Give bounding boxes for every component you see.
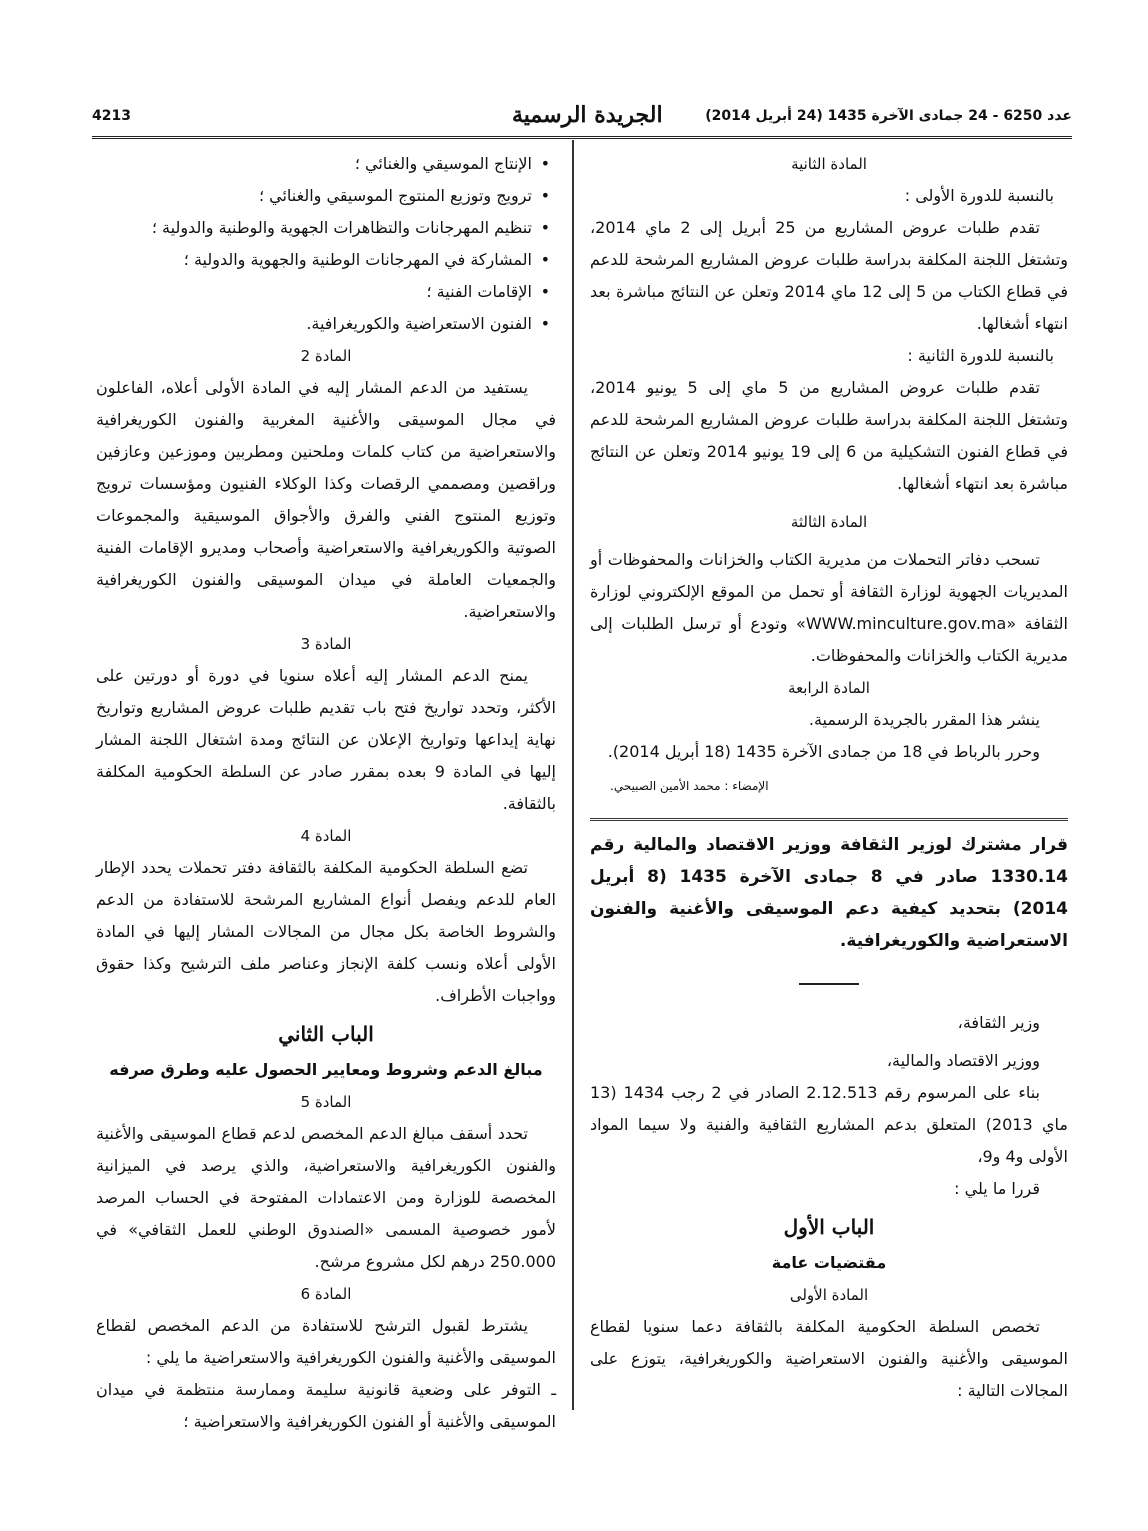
- chapter-heading: الباب الثاني: [278, 1022, 374, 1046]
- column-divider: [572, 140, 574, 1410]
- chapter-subheading: مقتضيات عامة: [771, 1253, 887, 1272]
- list-item: • المشاركة في المهرجانات الوطنية والجهوية والدولية ؛: [96, 244, 532, 276]
- legal-basis: بناء على المرسوم رقم 2.12.513 الصادر في 2 رجب 1434 (13 ماي 2013) المتعلق بدعم المشاريع الثقافية والفنية ولا سيما المواد الأولى و4 و9،: [590, 1083, 1069, 1166]
- list-item: • الإنتاج الموسيقي والغنائي ؛: [96, 148, 532, 180]
- article-heading: المادة الثالثة: [790, 513, 868, 531]
- round2-label: بالنسبة للدورة الثانية :: [907, 346, 1054, 365]
- minister-2: ووزير الاقتصاد والمالية،: [886, 1051, 1040, 1070]
- decree-title: قرار مشترك لوزير الثقافة ووزير الاقتصاد والمالية رقم 1330.14 صادر في 8 جمادى الآخرة 1435 (8 أبريل 2014) بتحديد كيفية دعم الموسيقى والأغنية والفنون الاستعراضية والكوريغرافية.: [590, 835, 1068, 951]
- page-header: [92, 100, 1072, 139]
- support-areas-list: [96, 148, 556, 340]
- decided-line: قررا ما يلي :: [954, 1179, 1040, 1198]
- issue-info: عدد 6250 - 24 جمادى الآخرة 1435 (24 أبريل 2014): [705, 108, 1072, 124]
- right-column: [590, 148, 1068, 1418]
- dated-line: وحرر بالرباط في 18 من جمادى الآخرة 1435 (18 أبريل 2014).: [607, 742, 1040, 761]
- article-text: ينشر هذا المقرر بالجريدة الرسمية.: [808, 710, 1040, 729]
- condition-item: ـ التوفر على وضعية قانونية سليمة وممارسة منتظمة في ميدان الموسيقى والأغنية أو الفنون الكوريغرافية والاستعراضية ؛: [96, 1380, 556, 1431]
- article-heading: المادة 2: [300, 347, 352, 365]
- article-text: يمنح الدعم المشار إليه أعلاه سنويا في دورة أو دورتين على الأكثر، وتحدد تواريخ فتح باب تقديم طلبات عروض المشاريع وتواريخ نهاية إيداعها وتواريخ الإعلان عن النتائج ومدة اشتغال اللجنة المشار إليها في المادة 9 بعده بمقرر صادر عن السلطة الحكومية المكلفة بالثقافة.: [96, 666, 557, 813]
- article-text: تسحب دفاتر التحملات من مديرية الكتاب والخزانات والمحفوظات أو المديريات الجهوية لوزارة الثقافة أو تحمل من الموقع الإلكتروني لوزارة الثقافة «WWW.minculture.gov.ma» وتودع أو ترسل الطلبات إلى مديرية الكتاب والخزانات والمحفوظات.: [590, 550, 1068, 665]
- article-text: تحدد أسقف مبالغ الدعم المخصص لدعم قطاع الموسيقى والأغنية والفنون الكوريغرافية والاستعراضية، والذي يرصد في الميزانية المخصصة للوزارة ومن الاعتمادات المفتوحة في الحساب المرصد لأمور خصوصية المسمى «الصندوق الوطني للعمل الثقافي» في 250.000 درهم لكل مشروع مرشح.: [96, 1124, 556, 1271]
- list-item: • الفنون الاستعراضية والكوريغرافية.: [96, 308, 532, 340]
- signature: الإمضاء : محمد الأمين الصبيحي.: [610, 779, 769, 793]
- article-text: تخصص السلطة الحكومية المكلفة بالثقافة دعما سنويا لقطاع الموسيقى والأغنية والفنون الاستعراضية والكوريغرافية، يتوزع على المجالات التالية :: [590, 1317, 1068, 1400]
- gazette-title: الجريدة الرسمية: [512, 102, 663, 128]
- chapter-heading: الباب الأول: [783, 1215, 875, 1239]
- left-column: [96, 148, 557, 1431]
- page-number: 4213: [92, 108, 131, 124]
- chapter-subheading: مبالغ الدعم وشروط ومعايير الحصول عليه وطرق صرفه: [109, 1060, 543, 1079]
- minister-1: وزير الثقافة،: [957, 1013, 1040, 1032]
- short-rule: [799, 983, 859, 985]
- list-item: • تنظيم المهرجانات والتظاهرات الجهوية والوطنية والدولية ؛: [96, 212, 532, 244]
- round1-text: تقدم طلبات عروض المشاريع من 25 أبريل إلى 2 ماي 2014، وتشتغل اللجنة المكلفة بدراسة طلبات عروض المشاريع المرشحة للدعم في قطاع الكتاب من 5 إلى 12 ماي 2014 وتعلن عن النتائج مباشرة بعد انتهاء أشغالها.: [590, 218, 1069, 333]
- list-item: • ترويج وتوزيع المنتوج الموسيقي والغنائي ؛: [96, 180, 532, 212]
- article-text: يشترط لقبول الترشح للاستفادة من الدعم المخصص لقطاع الموسيقى والأغنية والفنون الكوريغرافية والاستعراضية ما يلي :: [96, 1316, 556, 1367]
- article-heading: المادة الرابعة: [788, 679, 870, 697]
- article-heading: المادة 6: [300, 1285, 352, 1303]
- article-heading: المادة 4: [300, 827, 352, 845]
- list-item: • الإقامات الفنية ؛: [96, 276, 532, 308]
- article-text: يستفيد من الدعم المشار إليه في المادة الأولى أعلاه، الفاعلون في مجال الموسيقى والأغنية المغربية والفنون الكوريغرافية والاستعراضية من كتاب كلمات وملحنين ومطربين وموزعين وعازفين وراقصين ومصممي الرقصات وكذا الوكلاء الفنيون ومؤسسات ترويج وتوزيع المنتوج الفني والفرق والأجواق الموسيقية والمجموعات الصوتية والكوريغرافية والاستعراضية وأصحاب ومديرو الإقامات الفنية والجمعيات العاملة في ميدان الموسيقى والفنون الكوريغرافية والاستعراضية.: [96, 378, 556, 621]
- article-text: تضع السلطة الحكومية المكلفة بالثقافة دفتر تحملات يحدد الإطار العام للدعم ويفصل أنواع المشاريع المرشحة للاستفادة من الدعم والشروط الخاصة بكل مجال من المجالات المشار إليها في المادة الأولى أعلاه ونسب كلفة الإنجاز وعناصر ملف الترشيح وكذا حقوق وواجبات الأطراف.: [96, 858, 556, 1005]
- section-separator: [590, 818, 1068, 821]
- round1-label: بالنسبة للدورة الأولى :: [904, 186, 1054, 205]
- round2-text: تقدم طلبات عروض المشاريع من 5 ماي إلى 5 يونيو 2014، وتشتغل اللجنة المكلفة بدراسة طلبات عروض المشاريع المرشحة للدعم في قطاع الفنون التشكيلية من 6 إلى 19 يونيو 2014 وتعلن عن النتائج مباشرة بعد انتهاء أشغالها.: [590, 378, 1069, 493]
- article-heading: المادة 5: [300, 1093, 352, 1111]
- article-heading: المادة 3: [300, 635, 352, 653]
- article-heading: المادة الأولى: [789, 1286, 869, 1304]
- article-heading: المادة الثانية: [791, 155, 867, 173]
